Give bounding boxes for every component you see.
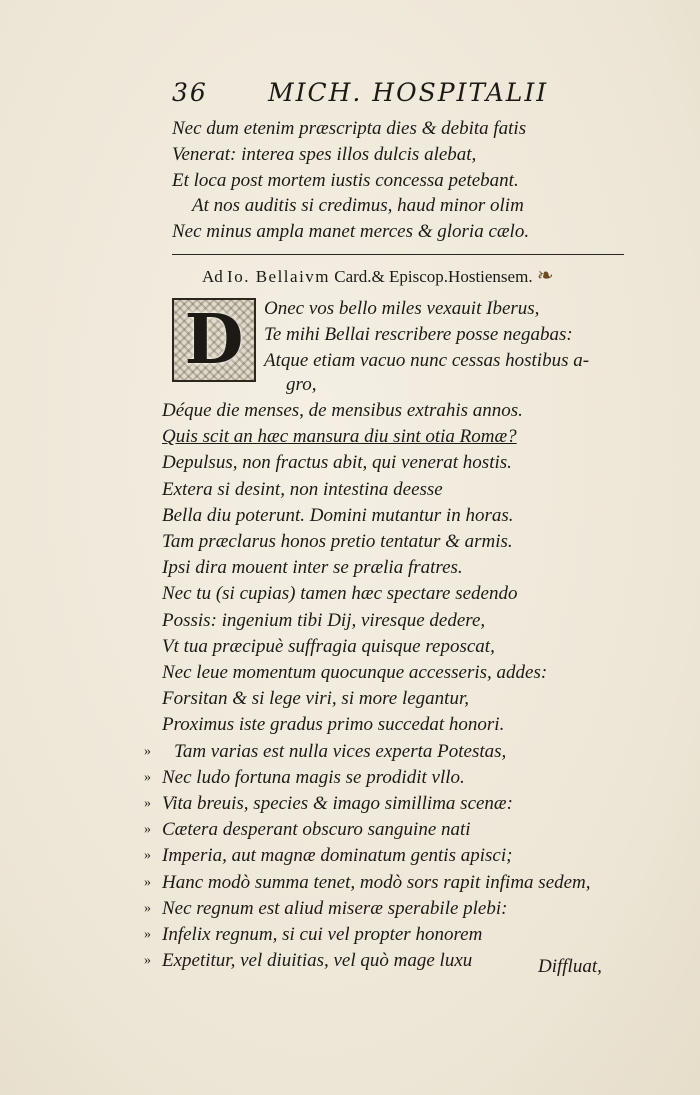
catchword: Diffluat, — [538, 956, 602, 977]
verse-line: Nec leue momentum quocunque accesseris, addes: — [162, 662, 548, 684]
initial-letter: D — [184, 300, 244, 380]
verse-line: Déque die menses, de mensibus extrahis annos. — [162, 400, 523, 421]
verse-line: » Infelix regnum, si cui vel propter honorem — [162, 922, 591, 948]
decorated-initial — [172, 298, 256, 382]
quote-mark: » — [144, 900, 151, 916]
heading-addressee: Io. Bellaivm — [227, 267, 331, 286]
verse-line: » Tam varias est nulla vices experta Potestas, — [162, 739, 591, 765]
verse-line: » Nec ludo fortuna magis se prodidit vllo. — [162, 765, 591, 791]
section-rule — [172, 254, 624, 255]
quote-mark: » — [144, 953, 151, 969]
quote-mark: » — [144, 796, 151, 812]
verse-line: Extera si desint, non intestina deesse — [162, 478, 443, 500]
verse-line: Possis: ingenium tibi Dij, viresque dedere, — [162, 609, 486, 631]
verse-line: At nos auditis si credimus, haud minor olim — [192, 195, 524, 217]
page-number: 36 — [172, 78, 208, 107]
quote-mark: » — [144, 769, 151, 785]
verse-line: Proximus iste gradus primo succedat honori. — [162, 714, 505, 736]
quote-mark: » — [144, 927, 151, 943]
verse-line: Forsitan & si lege viri, si more legantur, — [162, 688, 469, 710]
verse-line: Onec vos bello miles vexauit Iberus, — [264, 298, 540, 319]
hyphen-continuation: gro, — [286, 374, 317, 395]
verse-line: Atque etiam vacuo nunc cessas hostibus a- — [264, 350, 590, 371]
quote-mark: » — [144, 874, 151, 890]
running-title: MICH. HOSPITALII — [268, 78, 549, 107]
verse-line: Depulsus, non fractus abit, qui venerat hostis. — [162, 452, 512, 474]
poem-heading — [202, 263, 632, 288]
quote-mark: » — [144, 848, 151, 864]
verse-line: Venerat: interea spes illos dulcis alebat, — [172, 143, 477, 165]
verse-line: Nec minus ampla manet merces & gloria cælo. — [172, 221, 530, 243]
verse-line: Vt tua præcipuè suffragia quisque reposcat, — [162, 635, 495, 657]
quote-mark: » — [144, 822, 151, 838]
fleuron-icon: ❧ — [536, 265, 554, 287]
verse-line: Nec dum etenim præscripta dies & debita fatis — [172, 118, 527, 139]
heading-rest: Card.& Episcop.Hostiensem. — [330, 267, 533, 286]
quote-mark: » — [144, 743, 151, 759]
verse-line: Quis scit an hæc mansura diu sint otia Romæ? — [162, 426, 517, 448]
running-header — [172, 78, 552, 110]
verse-line: » Vita breuis, species & imago simillima scenæ: — [162, 791, 591, 817]
show-through-from-reverse — [590, 95, 700, 995]
verse-line: » Nec regnum est aliud miseræ sperabile plebi: — [162, 896, 591, 922]
verse-line: » Imperia, aut magnæ dominatum gentis apisci; — [162, 843, 591, 869]
verse-line: Et loca post mortem iustis concessa petebant. — [172, 169, 519, 191]
drop-cap-lines — [264, 296, 589, 374]
verse-line: Ipsi dira mouent inter se prælia fratres. — [162, 557, 463, 579]
verse-line: » Hanc modò summa tenet, modò sors rapit infima sedem, — [162, 870, 591, 896]
verse-line: Tam præclarus honos pretio tentatur & armis. — [162, 531, 513, 553]
verse-line: Te mihi Bellai rescribere posse negabas: — [264, 324, 573, 345]
previous-poem-ending — [172, 116, 529, 245]
poem-body — [144, 398, 591, 974]
verse-line: Bella diu poterunt. Domini mutantur in horas. — [162, 504, 514, 526]
verse-line: Nec tu (si cupias) tamen hæc spectare sedendo — [162, 583, 518, 605]
verse-line: » Expetitur, vel diuitias, vel quò mage luxu — [162, 948, 591, 974]
verse-line: » Cætera desperant obscuro sanguine nati — [162, 817, 591, 843]
heading-prefix: Ad — [202, 267, 228, 286]
